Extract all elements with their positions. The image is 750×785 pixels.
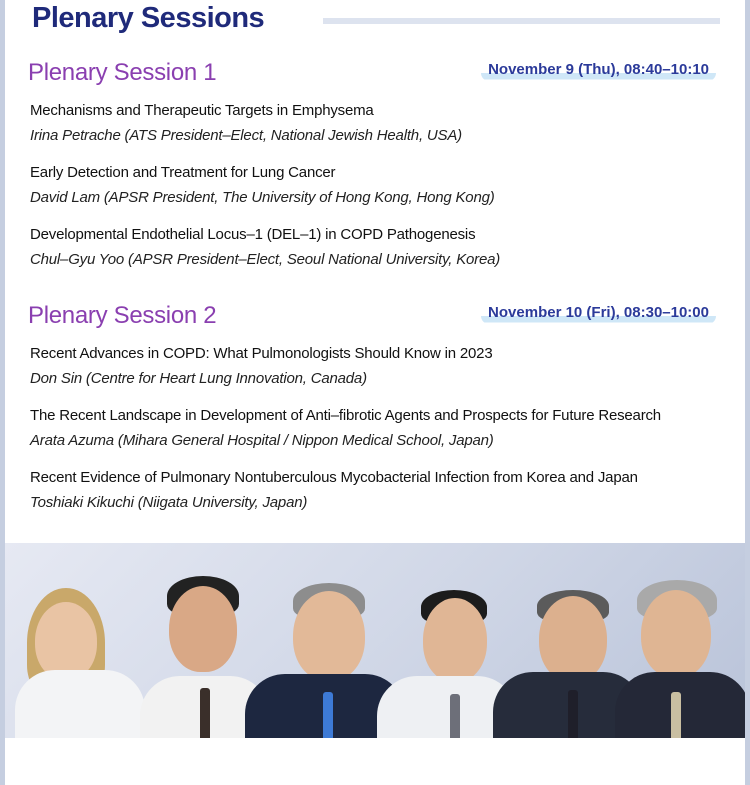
talk-item (30, 468, 730, 513)
program-page (5, 0, 745, 785)
talk-speaker: Chul–Gyu Yoo (APSR President–Elect, Seoul National University, Korea) (30, 251, 501, 268)
talk-title: Developmental Endothelial Locus–1 (DEL–1) in COPD Pathogenesis (30, 226, 476, 243)
talk-title: Recent Advances in COPD: What Pulmonologists Should Know in 2023 (30, 345, 493, 362)
title-divider (323, 18, 720, 24)
talk-speaker: Irina Petrache (ATS President–Elect, National Jewish Health, USA) (30, 127, 462, 144)
talk-title: Mechanisms and Therapeutic Targets in Emphysema (30, 102, 374, 119)
session-name: Plenary Session 1 (28, 59, 217, 86)
talk-title: Recent Evidence of Pulmonary Nontuberculous Mycobacterial Infection from Korea and Japan (30, 469, 638, 486)
session-date: November 10 (Fri), 08:30–10:00 (481, 304, 716, 324)
talk-item (30, 406, 730, 451)
talk-title: The Recent Landscape in Development of Anti–fibrotic Agents and Prospects for Future Research (30, 407, 661, 424)
speaker-portrait (15, 568, 150, 738)
talk-item (30, 101, 730, 146)
talk-speaker: Arata Azuma (Mihara General Hospital / Nippon Medical School, Japan) (30, 432, 494, 449)
talk-title: Early Detection and Treatment for Lung Cancer (30, 164, 336, 181)
speaker-photo-band (5, 543, 745, 738)
session-name: Plenary Session 2 (28, 302, 217, 329)
talk-item (30, 163, 730, 208)
session-date: November 9 (Thu), 08:40–10:10 (481, 61, 716, 81)
session-header (28, 59, 728, 89)
talk-speaker: Toshiaki Kikuchi (Niigata University, Japan) (30, 494, 308, 511)
page-title: Plenary Sessions (32, 2, 265, 34)
talk-item (30, 225, 730, 270)
session-header (28, 302, 728, 332)
talk-item (30, 344, 730, 389)
speaker-portrait (615, 566, 745, 738)
talk-speaker: Don Sin (Centre for Heart Lung Innovation, Canada) (30, 370, 367, 387)
talk-speaker: David Lam (APSR President, The University of Hong Kong, Hong Kong) (30, 189, 495, 206)
